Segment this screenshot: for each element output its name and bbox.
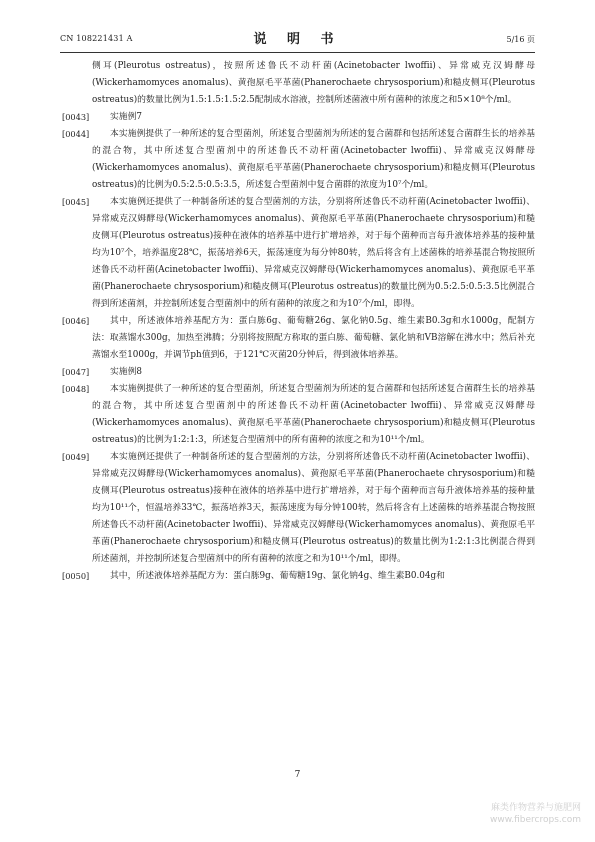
paragraph-number: [0043] — [62, 112, 90, 122]
paragraph-number: [0046] — [62, 316, 90, 326]
page-header — [60, 28, 535, 50]
paragraph-number: [0049] — [62, 452, 90, 462]
paragraph-number: [0048] — [62, 384, 90, 394]
paragraph-text: 实施例8 — [110, 367, 142, 377]
paragraph — [62, 313, 535, 364]
paragraph-text: 本实施例提供了一种所述的复合型菌剂，所述复合型菌剂为所述的复合菌群和包括所述复合菌群生长的培养基的混合物，其中所述复合型菌剂中的所述鲁氏不动杆菌(Acinetobacter lwoffii)、异常威克汉姆酵母(Wickerhamomyces anomalus)、黄孢原毛平革菌(Phanerochaete chrysosporium)和糙皮侧耳(Pleurotus ostreatus)的比例为0.5:2.5:0.5:3.5，所述复合型菌剂中复合菌群的浓度为10⁷个/ml。 — [92, 129, 535, 190]
publication-number: CN 108221431 A — [60, 34, 133, 43]
paragraph-text: 本实施例还提供了一种制备所述的复合型菌剂的方法，分别将所述鲁氏不动杆菌(Acinetobacter lwoffii)、异常威克汉姆酵母(Wickerhamomyces anomalus)、黄孢原毛平革菌(Phanerochaete chrysosporium)和糙皮侧耳(Pleurotus ostreatus)接种在液体的培养基中进行扩增培养，对于每个菌种而言每升液体培养基的接种量均为10⁷个，培养温度28℃，振荡培养6天，振荡速度为每分钟80转，然后将含有上述菌株的培养基混合物按照所述鲁氏不动杆菌(Acinetobacter lwoffii)、异常威克汉姆酵母(Wickerhamomyces anomalus)、黄孢原毛平革菌(Phanerochaete chrysosporium)和糙皮侧耳(Pleurotus ostreatus)的数量比例为0.5:2.5:0.5:3.5比例混合得到所述菌剂，并控制所述复合型菌剂中的所有菌种的浓度之和为10⁷个/ml，即得。 — [92, 197, 535, 309]
paragraph — [62, 126, 535, 194]
paragraph-number: [0045] — [62, 197, 90, 207]
paragraph-text: 实施例7 — [110, 112, 142, 122]
document-title: 说 明 书 — [253, 32, 342, 47]
watermark-url: www.fibercrops.com — [490, 815, 581, 825]
page-indicator: 5/16 页 — [506, 35, 535, 44]
paragraph-number: [0047] — [62, 367, 90, 377]
paragraph-number: [0050] — [62, 571, 90, 581]
paragraph — [62, 568, 535, 585]
paragraph-text: 本实施例还提供了一种制备所述的复合型菌剂的方法，分别将所述鲁氏不动杆菌(Acinetobacter lwoffii)、异常威克汉姆酵母(Wickerhamomyces anomalus)、黄孢原毛平革菌(Phanerochaete chrysosporium)和糙皮侧耳(Pleurotus ostreatus)接种在液体的培养基中进行扩增培养，对于每个菌种而言每升液体培养基的接种量均为10¹¹个，恒温培养33℃，振荡培养3天，振荡速度为每分钟100转，然后将含有上述菌株的培养基混合物按照所述鲁氏不动杆菌(Acinetobacter lwoffii)、异常威克汉姆酵母(Wickerhamomyces anomalus)、黄孢原毛平革菌(Phanerochaete chrysosporium)和糙皮侧耳(Pleurotus ostreatus)的数量比例为1:2:1:3比例混合得到所述菌剂，并控制所述复合型菌剂中的所有菌种的浓度之和为10¹¹个/ml，即得。 — [92, 452, 535, 564]
paragraph — [62, 109, 535, 126]
paragraph — [62, 364, 535, 381]
paragraph-number: [0044] — [62, 129, 90, 139]
paragraph — [62, 194, 535, 313]
paragraph-text: 本实施例提供了一种所述的复合型菌剂，所述复合型菌剂为所述的复合菌群和包括所述复合菌群生长的培养基的混合物，其中所述复合型菌剂中的所述鲁氏不动杆菌(Acinetobacter lwoffii)、异常威克汉姆酵母(Wickerhamomyces anomalus)、黄孢原毛平革菌(Phanerochaete chrysosporium)和糙皮侧耳(Pleurotus ostreatus)的比例为1:2:1:3，所述复合型菌剂中的所有菌种的浓度之和为10¹¹个/ml。 — [92, 384, 535, 445]
document-body — [62, 58, 535, 585]
paragraph — [62, 381, 535, 449]
page-number: 7 — [294, 770, 301, 780]
watermark-title: 麻类作物营养与施肥网 — [490, 803, 581, 813]
watermark — [490, 802, 581, 826]
continuation-paragraph: 侧耳(Pleurotus ostreatus)，按照所述鲁氏不动杆菌(Acinetobacter lwoffii)、异常威克汉姆酵母(Wickerhamomyces anomalus)、黄孢原毛平革菌(Phanerochaete chrysosporium)和糙皮侧耳(Pleurotus ostreatus)的数量比例为1.5:1.5:1.5:2.5配制成水溶液，控制所述菌液中所有菌种的浓度之和5×10⁸个/ml。 — [92, 61, 535, 105]
paragraph-text: 其中，所述液体培养基配方为：蛋白胨6g、葡萄糖26g、氯化钠0.5g、维生素B0.3g和水1000g，配制方法：取蒸馏水300g，加热至沸腾；分别将按照配方称取的蛋白胨、葡萄糖、氯化钠和VB溶解在沸水中；然后补充蒸馏水至1000g，并调节ph值到6，于121℃灭菌20分钟后，得到液体培养基。 — [92, 316, 535, 360]
paragraph — [62, 449, 535, 568]
header-divider — [60, 52, 535, 53]
paragraph-text: 其中，所述液体培养基配方为：蛋白胨9g、葡萄糖19g、氯化钠4g、维生素B0.04g和 — [110, 571, 445, 581]
